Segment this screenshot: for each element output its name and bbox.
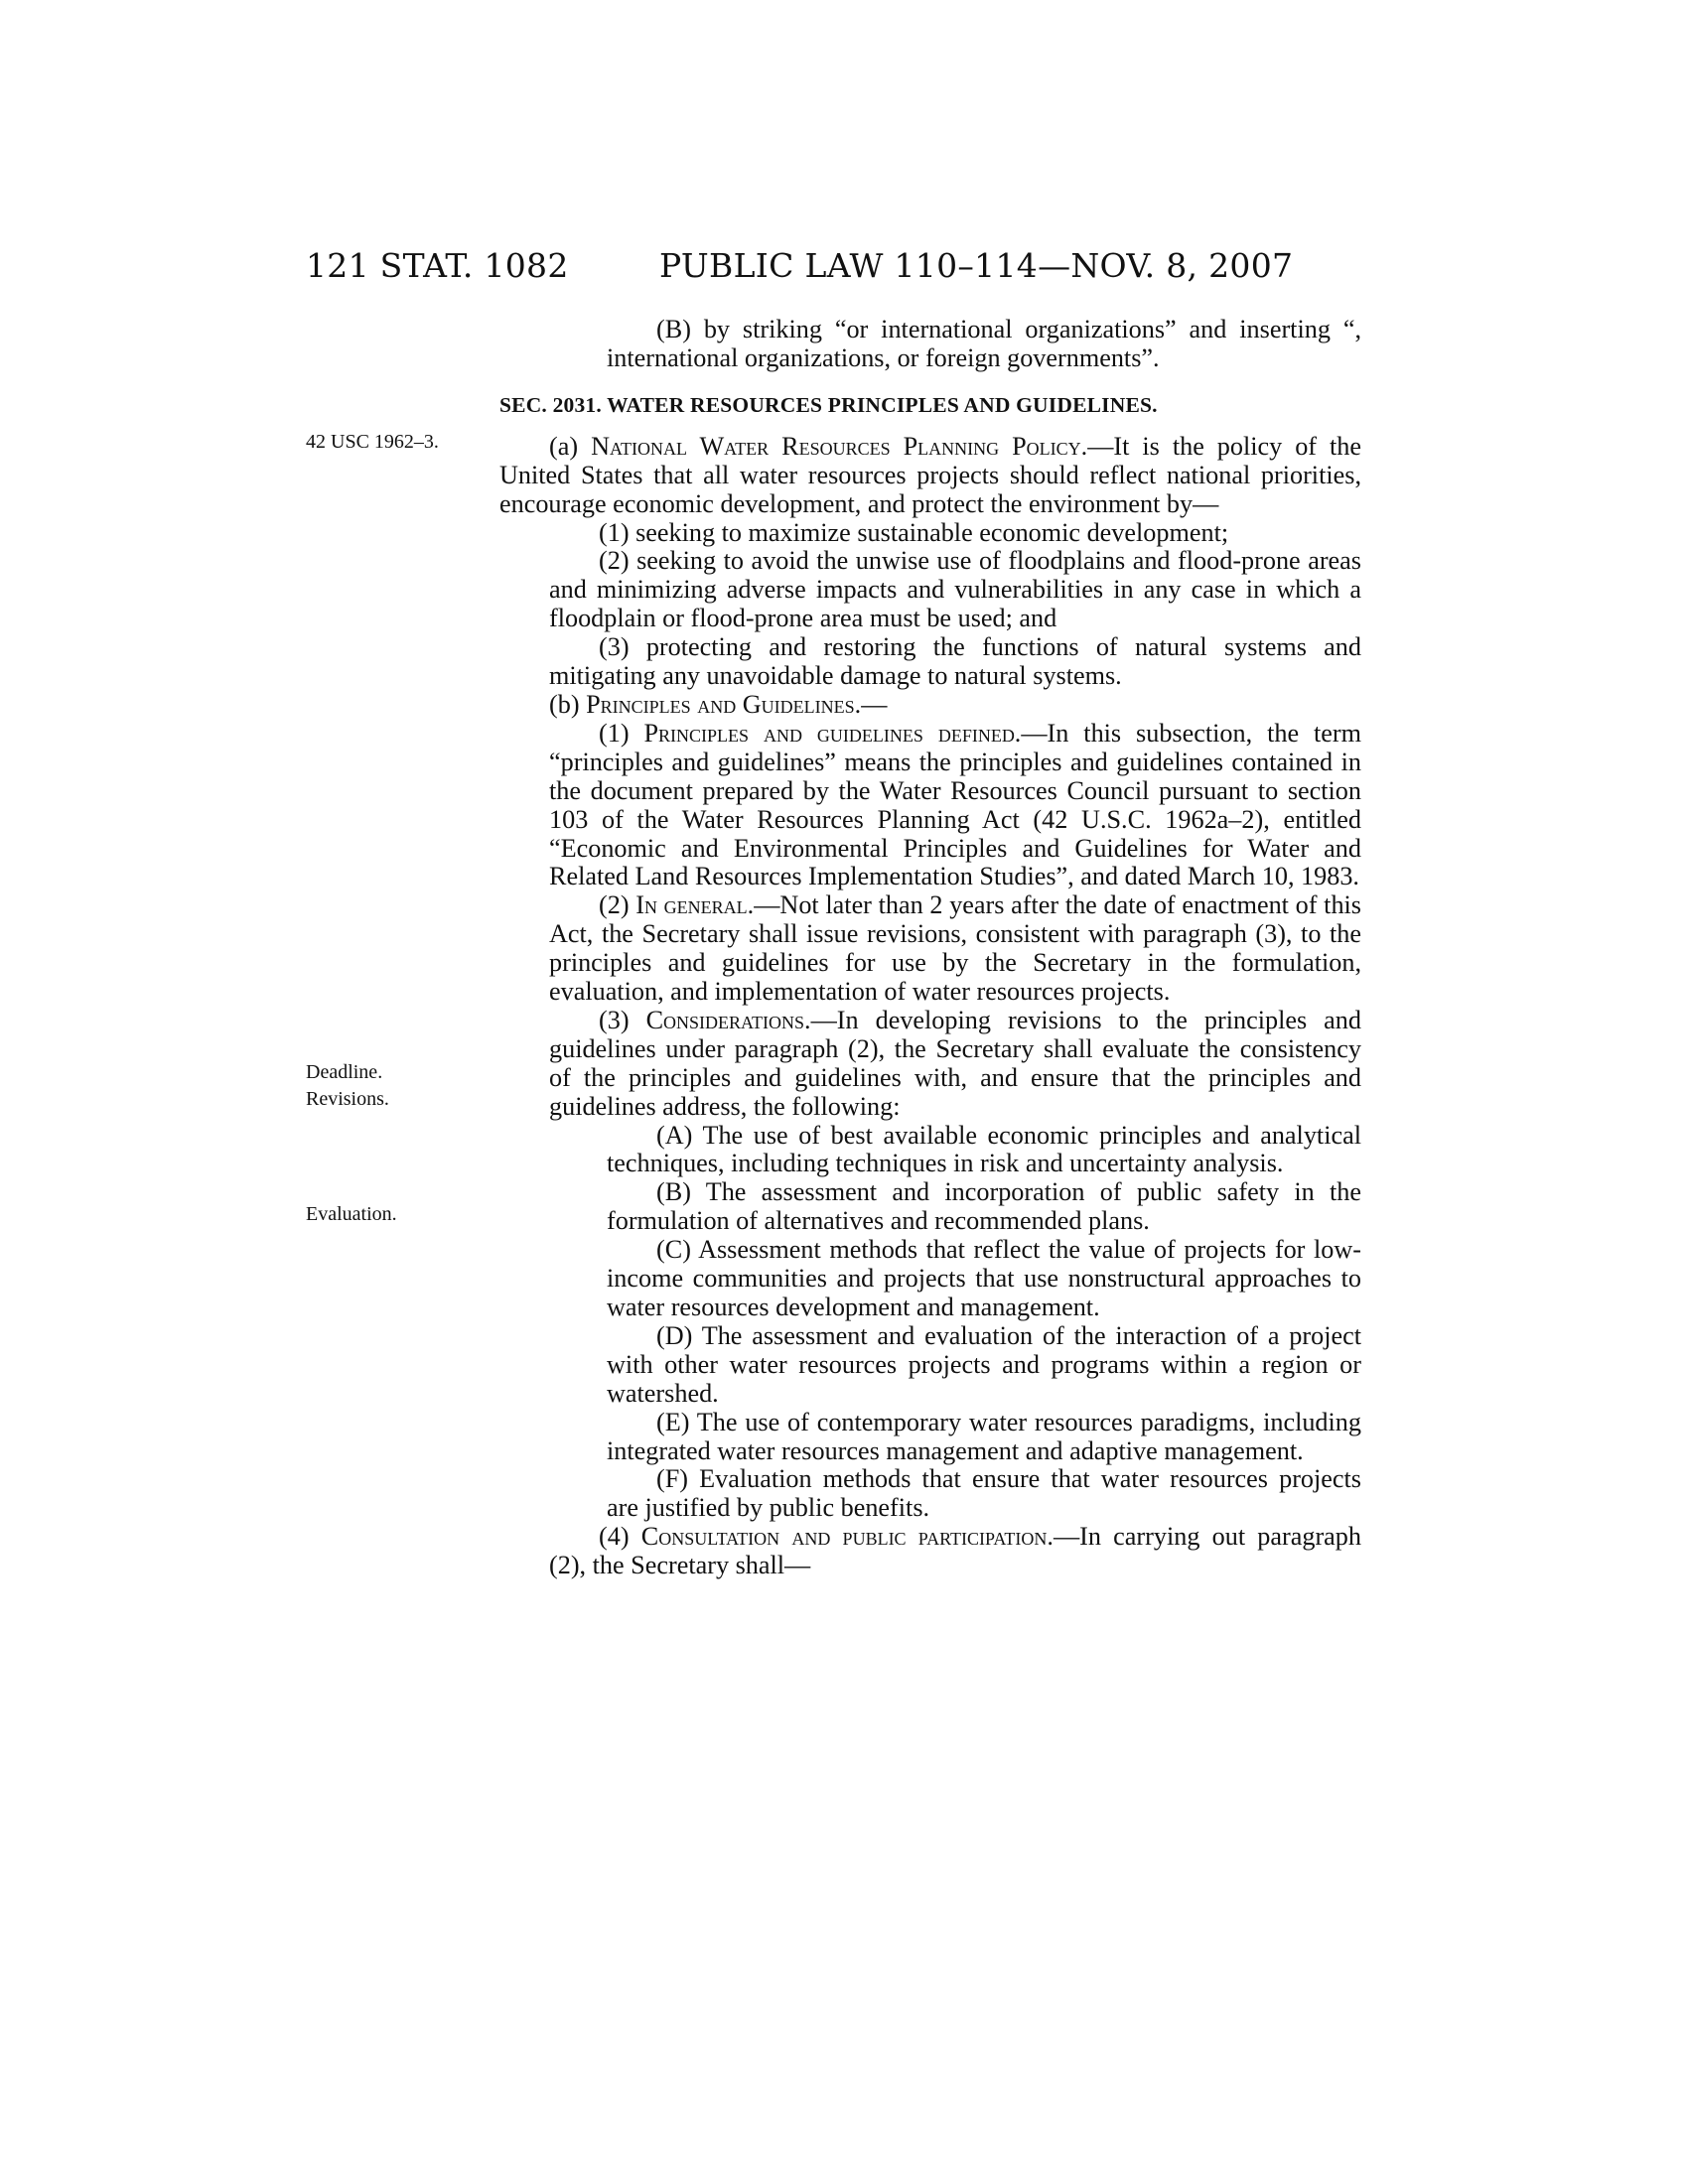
subparagraph-b3C: (C) Assessment methods that reflect the value of projects for low-income communities and projects that use nonstructural approaches to water resources development and management. — [607, 1235, 1361, 1321]
subsection-b-heading: Principles and Guidelines. — [586, 689, 862, 719]
paragraph-b3-heading: Considerations. — [645, 1005, 811, 1034]
paragraph-b4-text: —In carrying out paragraph (2), the Secretary shall— — [549, 1522, 1361, 1580]
subparagraph-b3D: (D) The assessment and evaluation of the interaction of a project with other water resources projects and programs within a region or watershed. — [607, 1320, 1361, 1408]
subparagraph-B-carryover: (B) by striking “or international organizations” and inserting “, international organizations, or foreign governments”. — [607, 315, 1361, 372]
paragraph-b4-heading: Consultation and public participation. — [640, 1522, 1054, 1552]
paragraph-b4-label: (4) — [599, 1522, 630, 1552]
page-stat-citation: 121 STAT. 1082 — [306, 246, 569, 285]
subparagraph-b3F: (F) Evaluation methods that ensure that water resources projects are justified by public benefits. — [607, 1464, 1361, 1523]
paragraph-b2-text: —Not later than 2 years after the date of enactment of this Act, the Secretary shall issue revisions, consistent with paragraph (3), to the principles and guidelines for use by the Secretary in the formulation, evaluation, and implementation of water resources projects. — [549, 890, 1361, 1007]
paragraph-a1: (1) seeking to maximize sustainable economic development; — [599, 517, 1229, 547]
margin-note-deadline: Deadline. — [306, 1061, 383, 1083]
margin-note-usc: 42 USC 1962–3. — [306, 431, 439, 453]
subsection-b-dash: — — [861, 689, 888, 719]
paragraph-a3: (3) protecting and restoring the functions of natural systems and mitigating any unavoidable damage to natural systems. — [549, 632, 1361, 691]
paragraph-b3-text: —In developing revisions to the principles and guidelines under paragraph (2), the Secretary shall evaluate the consistency of the principles and guidelines with, and ensure that the principles and guidelines address, the following: — [549, 1005, 1361, 1121]
paragraph-a2: (2) seeking to avoid the unwise use of floodplains and flood-prone areas and minimizing adverse impacts and vulnerabilities in any case in which a floodplain or flood-prone area must be used; and — [549, 546, 1361, 633]
subsection-a-text: —It is the policy of the United States that all water resources projects should reflect national priorities, encourage economic development, and protect the environment by— — [499, 431, 1361, 518]
paragraph-b1-heading: Principles and guidelines defined. — [643, 718, 1022, 748]
subparagraph-b3E: (E) The use of contemporary water resources paradigms, including integrated water resources management and adaptive management. — [607, 1407, 1361, 1465]
section-heading: SEC. 2031. WATER RESOURCES PRINCIPLES AND GUIDELINES. — [499, 392, 1158, 417]
subparagraph-b3B: (B) The assessment and incorporation of public safety in the formulation of alternatives and recommended plans. — [607, 1177, 1361, 1236]
margin-note-revisions: Revisions. — [306, 1088, 389, 1110]
paragraph-b2-label: (2) — [599, 890, 630, 920]
paragraph-b2 — [499, 891, 1361, 1007]
paragraph-b1 — [499, 720, 1361, 891]
paragraph-b1-label: (1) — [599, 718, 630, 748]
paragraph-b4 — [499, 1523, 1361, 1580]
paragraph-b2-heading: In general. — [635, 890, 755, 920]
paragraph-b3 — [499, 1007, 1361, 1122]
subsection-b — [499, 691, 1361, 720]
paragraph-b3-label: (3) — [599, 1005, 630, 1034]
subsection-b-label: (b) — [549, 689, 580, 719]
subsection-a — [499, 433, 1361, 519]
paragraph-b1-text: —In this subsection, the term “principles and guidelines” means the principles and guidelines contained in the document prepared by the Water Resources Council pursuant to section 103 of the Water Resources Planning Act (42 U.S.C. 1962a–2), entitled “Economic and Environmental Principles and Guidelines for Water and Related Land Resources Implementation Studies”, and dated March 10, 1983. — [549, 718, 1361, 891]
subsection-a-heading: National Water Resources Planning Policy. — [591, 431, 1088, 461]
subsection-a-label: (a) — [549, 431, 579, 461]
subparagraph-b3A: (A) The use of best available economic principles and analytical techniques, including techniques in risk and uncertainty analysis. — [607, 1120, 1361, 1178]
page-running-head: PUBLIC LAW 110–114—NOV. 8, 2007 — [659, 246, 1294, 285]
margin-note-evaluation: Evaluation. — [306, 1203, 397, 1225]
statute-body — [499, 316, 1361, 1580]
